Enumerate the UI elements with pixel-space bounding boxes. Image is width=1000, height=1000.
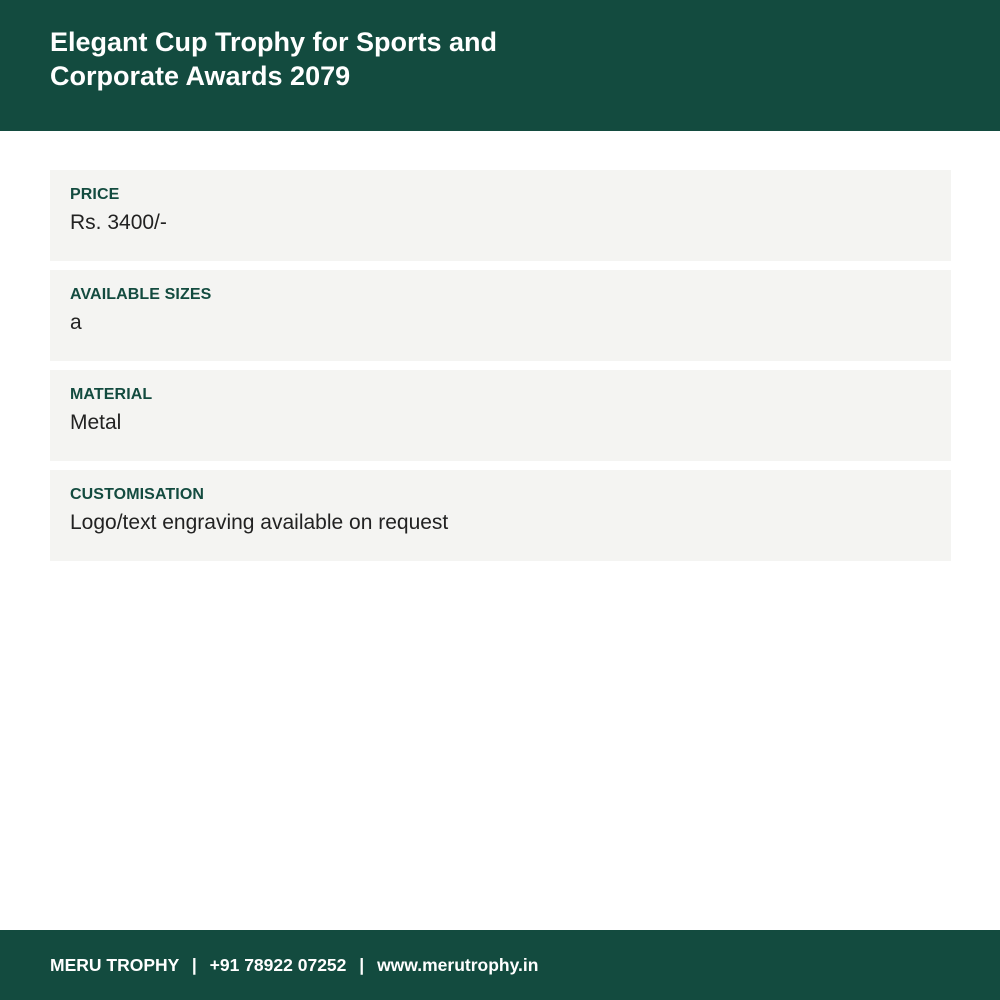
spec-value-material: Metal	[70, 411, 122, 434]
page-title: Elegant Cup Trophy for Sports and Corporate Awards 2079	[50, 27, 498, 91]
header-banner	[0, 0, 1000, 131]
footer-website: www.merutrophy.in	[377, 955, 539, 975]
footer-separator: |	[359, 955, 365, 975]
spec-label-customisation: CUSTOMISATION	[70, 486, 205, 503]
spec-card-material	[50, 370, 951, 461]
spec-label-material: MATERIAL	[70, 386, 153, 403]
spec-card-customisation	[50, 470, 951, 561]
spec-card-price	[50, 170, 951, 261]
spec-label-sizes: AVAILABLE SIZES	[70, 286, 212, 303]
footer-bar	[0, 930, 1000, 1000]
spec-label-price: PRICE	[70, 186, 120, 203]
footer-separator: |	[191, 955, 197, 975]
spec-value-customisation: Logo/text engraving available on request	[70, 511, 449, 534]
spec-card-sizes	[50, 270, 951, 361]
footer-brand: MERU TROPHY	[50, 955, 179, 975]
footer-phone: +91 78922 07252	[209, 955, 347, 975]
spec-value-sizes: a	[70, 311, 82, 334]
spec-list	[50, 170, 951, 570]
footer-contact	[50, 955, 538, 975]
spec-value-price: Rs. 3400/-	[70, 211, 167, 234]
